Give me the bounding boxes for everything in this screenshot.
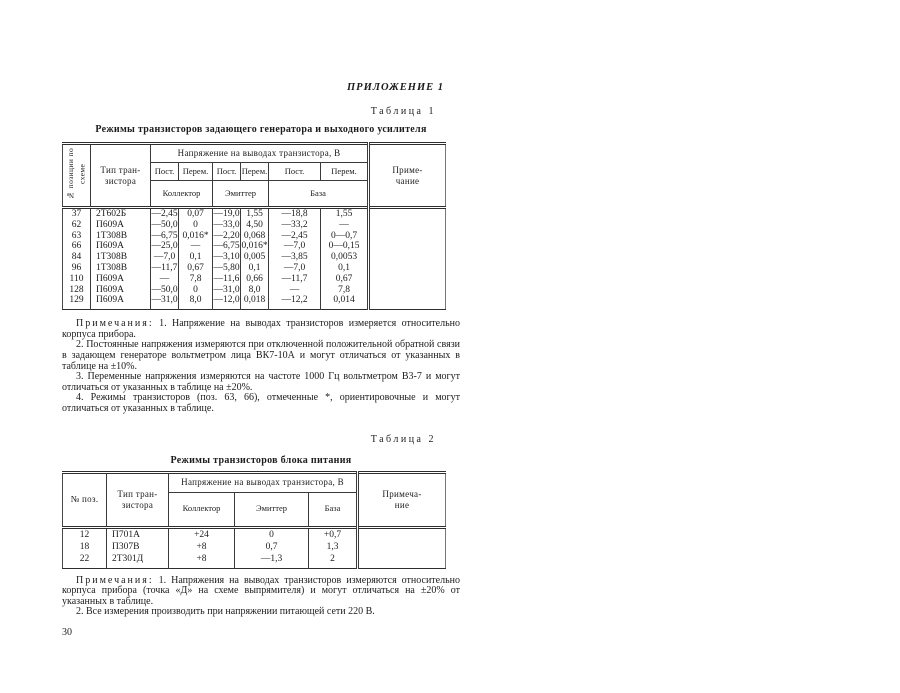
cell-note [369,295,446,309]
cell-emitter-dc: —19,0 [213,209,240,219]
cell-emitter: —1,3 [235,553,309,569]
table1-row [63,208,446,220]
cell-position: 66 [71,241,82,252]
cell-base-dc: —3,85 [269,252,321,263]
header-base-group: База [309,492,358,527]
header-base-group: База [269,181,369,208]
note-text: 1. Напряжение на выводах транзисторов измеряется относительно корпуса прибора. [62,318,461,340]
cell-note [369,208,446,220]
header-type-column: Тип тран-зистора [91,144,151,208]
cell-base: +0,7 [309,527,358,541]
cell-position: 63 [71,230,82,241]
table1-row [63,252,446,263]
cell-emitter-dc: —5,80 [213,262,240,273]
cell-base-ac: 7,8 [321,285,369,296]
cell-transistor-type: 1Т308В [91,231,151,242]
note-paragraph: 2. Постоянные напряжения измеряются при отключенной положительной обратной связи в задающем генераторе вольтметром лица ВК7-10А и могут отличаться от указанных в таблице на ±10%. [62,339,460,372]
cell-base-ac: 1,55 [321,208,369,220]
header-collector-ac: Перем. [179,163,213,181]
note-paragraph [62,576,460,608]
cell-collector-dc: —11,7 [151,262,178,273]
cell-collector-dc: —2,45 [151,209,178,219]
cell-collector: +24 [169,527,235,541]
header-note-column: Приме-чание [369,144,446,208]
cell-emitter-dc: —33,0 [213,219,240,230]
header-collector-group: Коллектор [169,492,235,527]
header-emitter-group: Эмиттер [213,181,269,208]
note-paragraph [62,319,460,340]
cell-emitter-dc: —12,0 [213,295,241,309]
cell-emitter-dc: —2,20 [213,230,240,241]
cell-collector-dc: —50,0 [151,219,178,230]
cell-note [358,541,446,553]
header-voltage-group: Напряжение на выводах транзистора, В [169,472,358,492]
cell-transistor-type: 1Т308В [91,252,151,263]
cell-collector-dc: —25,0 [151,241,178,252]
cell-collector-ac: 0 [179,220,213,231]
note-paragraph: 3. Переменные напряжения измеряются на частоте 1000 Гц вольтметром В3-7 и могут отличаться от указанных в таблице на ±20%. [62,371,460,393]
cell-position: 18 [79,541,90,552]
cell-emitter-ac: 1,55 [241,208,269,220]
cell-note [369,252,446,263]
cell-note [369,285,446,296]
cell-transistor-type: П609А [91,220,151,231]
cell-position: 62 [71,219,82,230]
cell-base: 2 [309,553,358,569]
cell-collector-dc: —50,0 [151,284,178,295]
cell-base-dc: —7,0 [269,263,321,274]
header-note-column: Примеча-ние [358,472,446,527]
cell-note [369,274,446,285]
page-number: 30 [62,626,72,638]
table1-row [63,263,446,274]
table1 [62,142,446,310]
cell-base-dc: —12,2 [269,295,321,309]
cell-base-dc: —7,0 [269,241,321,252]
cell-note [358,553,446,569]
cell-base-ac: — [321,220,369,231]
note-paragraph: 2. Все измерения производить при напряжении питающей сети 220 В. [76,606,375,618]
cell-base-ac: 0,67 [321,274,369,285]
cell-emitter: 0,7 [235,541,309,553]
cell-emitter-dc: —11,6 [213,273,240,284]
cell-base-ac: 0—0,7 [321,231,369,242]
cell-collector-dc: —6,75 [151,230,178,241]
cell-position: 128 [69,284,84,295]
cell-note [369,241,446,252]
cell-collector-dc: —7,0 [151,252,179,263]
cell-emitter-ac: 0,1 [241,263,269,274]
cell-collector-ac: 0,67 [179,263,213,274]
note-paragraph: 4. Режимы транзисторов (поз. 63, 66), отмеченные *, ориентировочные и могут отличаться от указанных в таблице. [62,392,460,414]
cell-collector-ac: 8,0 [179,295,213,309]
cell-position: 12 [79,529,90,540]
header-base-ac: Перем. [321,163,369,181]
table1-row [63,295,446,309]
table1-title: Режимы транзисторов задающего генератора и выходного усилителя [95,124,427,135]
cell-transistor-type: 2Т301Д [107,553,169,569]
table1-row [63,241,446,252]
cell-emitter-ac: 0,66 [241,274,269,285]
cell-base-ac: 0,0053 [321,252,369,263]
cell-collector: +8 [169,553,235,569]
header-collector-dc: Пост. [151,163,179,181]
cell-collector-ac: 0,07 [179,208,213,220]
cell-emitter-ac: 0,068 [241,231,269,242]
table1-row [63,220,446,231]
table2-caption: Таблица 2 [370,433,436,445]
cell-base-dc: —18,8 [269,208,321,220]
cell-collector-ac: 0,016* [179,231,213,242]
cell-base: 1,3 [309,541,358,553]
cell-emitter-ac: 0,016* [241,241,268,252]
header-collector-group: Коллектор [151,181,213,208]
cell-collector: +8 [169,541,235,553]
table1-notes [62,319,460,414]
cell-collector-dc: —31,0 [151,295,179,309]
table2-notes [62,576,460,618]
table2 [62,471,446,569]
header-position-column [63,144,91,208]
cell-position: 96 [71,262,82,273]
cell-transistor-type: П609А [91,295,151,309]
header-base-dc: Пост. [269,163,321,181]
cell-transistor-type: П609А [91,241,151,252]
cell-collector-ac: — [179,241,213,252]
header-emitter-group: Эмиттер [235,492,309,527]
cell-transistor-type: 2Т602Б [91,208,151,220]
cell-base-dc: — [269,285,321,296]
note-text: 1. Напряжения на выводах транзисторов измеряются относительно корпуса прибора (точка «Д» на схеме выпрямителя) и могут отличаться на ±20% от указанных в таблице. [62,574,461,607]
table2-title: Режимы транзисторов блока питания [170,454,352,466]
cell-transistor-type: 1Т308В [91,263,151,274]
cell-collector-ac: 0 [179,285,213,296]
table1-row [63,274,446,285]
cell-emitter-dc: —6,75 [213,241,240,252]
notes-label: Примечания: [76,318,154,330]
cell-emitter-ac: 4,50 [241,220,269,231]
cell-position: 129 [69,295,84,306]
table1-row [63,285,446,296]
cell-base-ac: 0,1 [321,263,369,274]
cell-position: 110 [69,273,84,284]
position-column-label: № позиции по схеме [66,148,87,201]
cell-note [369,231,446,242]
table2-row [63,527,446,541]
cell-position: 22 [79,553,90,564]
cell-emitter-dc: —3,10 [213,252,240,263]
table1-row [63,231,446,242]
cell-emitter-ac: 8,0 [241,285,269,296]
cell-transistor-type: П307В [107,541,169,553]
cell-base-ac: 0—0,15 [321,241,369,252]
cell-emitter-ac: 0,005 [241,252,269,263]
page-content-column [62,0,460,638]
table2-row [63,553,446,569]
table2-row [63,541,446,553]
appendix-heading: ПРИЛОЖЕНИЕ 1 [347,82,444,93]
cell-note [369,263,446,274]
table1-caption: Таблица 1 [370,106,436,117]
cell-collector-dc: — [151,274,179,285]
cell-position: 84 [71,252,82,263]
table2-body [63,527,446,568]
cell-base-dc: —33,2 [269,220,321,231]
cell-emitter-ac: 0,018 [241,295,269,309]
header-emitter-ac: Перем. [241,163,269,181]
cell-emitter-dc: —31,0 [213,284,240,295]
header-emitter-dc: Пост. [213,163,241,181]
cell-base-dc: —2,45 [269,231,321,242]
cell-position: 37 [71,209,82,219]
cell-collector-ac: 7,8 [179,274,213,285]
header-position-column: № поз. [63,472,107,527]
cell-transistor-type: П609А [91,274,151,285]
cell-transistor-type: П609А [91,285,151,296]
cell-transistor-type: П701А [107,527,169,541]
cell-emitter: 0 [235,527,309,541]
header-type-column: Тип тран-зистора [107,472,169,527]
cell-collector-ac: 0,1 [179,252,213,263]
table1-body [63,208,446,310]
notes-label: Примечания: [76,574,154,586]
cell-base-dc: —11,7 [269,274,321,285]
header-voltage-group: Напряжение на выводах транзистора, В [151,144,369,163]
cell-base-ac: 0,014 [321,295,369,309]
cell-note [358,527,446,541]
cell-note [369,220,446,231]
